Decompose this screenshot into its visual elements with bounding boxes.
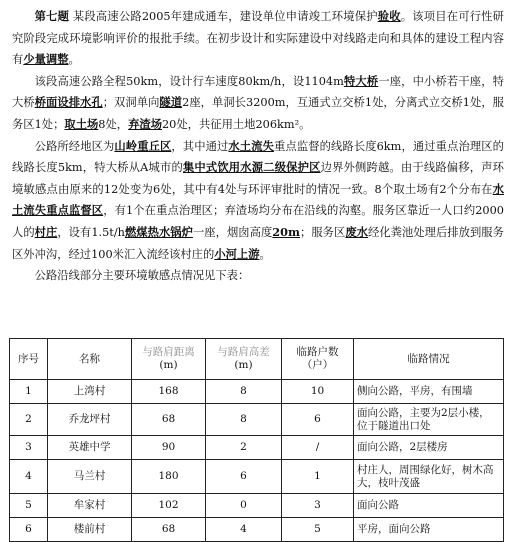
cell-name: 牟家村 [48, 494, 132, 518]
header-index: 序号 [10, 339, 48, 380]
cell-households: 6 [282, 404, 354, 436]
intro-text-3: 。 [68, 53, 80, 67]
keyword-tunnel: 隧道 [159, 95, 183, 110]
keyword-erosion-supervision-zone: 水土流失重点监督区 [12, 181, 504, 218]
cell-index: 6 [10, 518, 48, 542]
keyword-super-bridge: 特大桥 [343, 73, 379, 88]
cell-distance: 180 [132, 460, 206, 494]
p3-text-10: 。 [259, 247, 271, 261]
cell-distance: 68 [132, 404, 206, 436]
cell-distance: 102 [132, 494, 206, 518]
p3-text-7: 一座，烟囱高度 [192, 225, 273, 239]
cell-households: 3 [282, 494, 354, 518]
keyword-water-source-zone: 集中式饮用水源二级保护区 [182, 160, 321, 175]
cell-name: 英雄中学 [48, 436, 132, 460]
table-row [10, 460, 504, 494]
cell-households: 10 [282, 380, 354, 404]
cell-index: 3 [10, 436, 48, 460]
p2-text-1: 该段高速公路全程50km，设计行车速度80km/h，设1104m [34, 74, 344, 88]
keyword-acceptance: 验收 [377, 9, 401, 23]
cell-height-diff: 8 [206, 404, 282, 436]
keyword-drain-holes: 桥面设排水孔 [34, 95, 103, 110]
intro-text-2: 。该项目在可行性研究阶段完成环境影响评价的报批手续。在初步设计和实际建设中对线路走向和具体的建设工程内容有 [12, 10, 504, 67]
cell-situation: 面向公路，主要为2层小楼，位于隧道出口处 [354, 404, 504, 436]
table-header-row [10, 339, 504, 380]
cell-situation: 侧向公路，平房，有围墙 [354, 380, 504, 404]
intro-paragraph [12, 6, 504, 71]
table-row [10, 404, 504, 436]
p2-text-6: 20处，共征用土地206km²。 [162, 117, 311, 131]
cell-index: 2 [10, 404, 48, 436]
cell-distance: 168 [132, 380, 206, 404]
table-row [10, 518, 504, 542]
p2-text-3: ；双洞单向 [102, 96, 160, 110]
cell-distance: 90 [132, 436, 206, 460]
keyword-coal-boiler: 燃煤热水锅炉 [124, 224, 193, 239]
keyword-borrow-pit: 取土场 [64, 116, 99, 131]
question-label: 第七题 [34, 9, 70, 23]
cell-height-diff: 0 [206, 494, 282, 518]
p2-text-4: 2座，单洞长3200m，互通式立交桥1处，分离式立交桥1处，服务区1处； [12, 96, 504, 131]
p3-text-9: 经化粪池处理后排放到服务区外冲沟，经过100米汇入流经该村庄的 [12, 225, 504, 261]
intro-text-1: 某段高速公路2005年建成通车，建设单位申请竣工环境保护 [72, 10, 378, 23]
header-height-diff: 与路肩高差 (m) [206, 339, 282, 380]
keyword-village: 村庄 [34, 224, 58, 239]
cell-name: 马兰村 [48, 460, 132, 494]
cell-height-diff: 6 [206, 460, 282, 494]
sensitive-points-table [9, 338, 504, 542]
cell-name: 乔龙坪村 [48, 404, 132, 436]
cell-name: 楼前村 [48, 518, 132, 542]
keyword-chimney-height: 20m [272, 224, 300, 239]
table-row [10, 380, 504, 404]
header-households: 临路户数（户） [282, 339, 354, 380]
cell-name: 上湾村 [48, 380, 132, 404]
cell-height-diff: 4 [206, 518, 282, 542]
cell-index: 4 [10, 460, 48, 494]
header-situation: 临路情况 [354, 339, 504, 380]
table-intro: 公路沿线部分主要环境敏感点情况见下表： [34, 269, 250, 283]
header-name: 名称 [48, 339, 132, 380]
p2-text-2: 一座，中小桥若干座，特大桥 [12, 74, 504, 110]
keyword-minor-adjustment: 少量调整 [23, 52, 69, 67]
p3-text-6: ，设有1.5t/h [57, 225, 125, 239]
cell-households: 5 [282, 518, 354, 542]
header-distance: 与路肩距离 (m) [132, 339, 206, 380]
p3-text-2: ，其中通过 [171, 139, 229, 153]
cell-situation: 面向公路 [354, 494, 504, 518]
p3-text-5: ，有1个在重点治理区；弃渣场均分布在沿线的沟壑。服务区靠近一人口约2000人的 [12, 204, 504, 239]
cell-situation: 平房，面向公路 [354, 518, 504, 542]
keyword-spoil-area: 弃渣场 [128, 116, 162, 131]
cell-distance: 68 [132, 518, 206, 542]
cell-households: / [282, 436, 354, 460]
table-row [10, 494, 504, 518]
keyword-river-upstream: 小河上游 [214, 246, 260, 261]
table-row [10, 436, 504, 460]
cell-height-diff: 8 [206, 380, 282, 404]
p2-text-5: 8处， [98, 117, 129, 131]
cell-households: 1 [282, 460, 354, 494]
cell-height-diff: 2 [206, 436, 282, 460]
cell-situation: 面向公路，2层楼房 [354, 436, 504, 460]
p3-text-8: ；服务区 [299, 225, 346, 239]
project-paragraph [12, 71, 504, 136]
cell-situation: 村庄人，周围绿化好，树木高大，枝叶茂盛 [354, 460, 504, 494]
p3-text-3: 重点监督的线路长度6km，通过重点治理区的线路长度5km，特大桥从A城市的 [12, 139, 504, 175]
keyword-mountain-area: 山岭重丘区 [114, 138, 172, 153]
keyword-soil-erosion: 水土流失 [228, 138, 275, 153]
cell-index: 1 [10, 380, 48, 404]
environment-paragraph [12, 136, 504, 266]
keyword-wastewater: 废水 [345, 224, 368, 239]
p3-text-4: 边界外侧跨越。由于线路偏移，声环境敏感点由原来的12处变为6处，其中有4处与环评审批时的情况一致。8个取土场有2个分布在 [12, 161, 504, 196]
p3-text-1: 公路所经地区为 [34, 139, 115, 153]
cell-index: 5 [10, 494, 48, 518]
